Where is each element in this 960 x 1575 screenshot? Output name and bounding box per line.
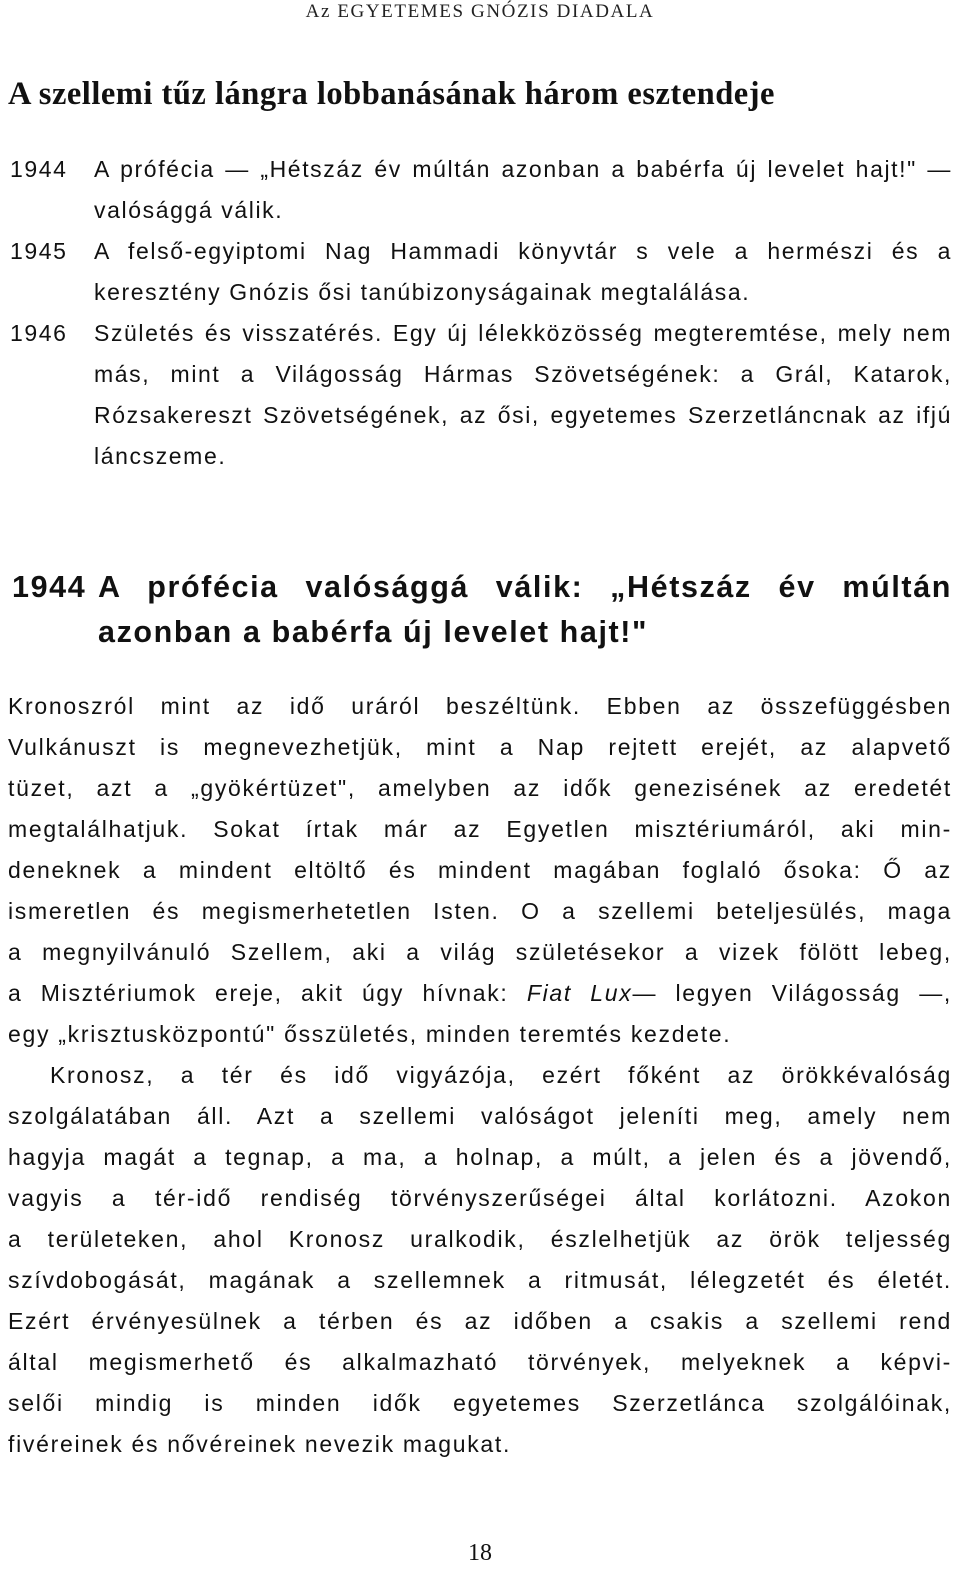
timeline-text: A prófécia — „Hétszáz év múltán azonban a babérfa új levelet hajt!" — valósággá válik. [94,156,952,223]
text-line: a területeken, ahol Kronosz uralkodik, észlelhetjük az örök teljesség [8,1226,952,1252]
text-line: megtalálhatjuk. Sokat írtak már az Egyetlen misztériumáról, aki min- [8,816,952,842]
section-heading-line-2 [12,610,952,655]
text-segment: — legyen Világosság —, [632,980,952,1006]
section-heading-year: 1944 [12,570,87,604]
paragraph-1 [8,686,952,1055]
text-line: Ezért érvényesülnek a térben és az időben a csakis a szellemi rend [8,1308,952,1334]
timeline-text: A felső-egyiptomi Nag Hammadi könyvtár s vele a hermészi és a keresztény Gnózis ősi tanúbizonyságainak megtalálása. [94,238,952,305]
body-text [8,686,952,1465]
text-line: vagyis a tér-idő rendiség törvényszerűségei által korlátozni. Azokon [8,1185,952,1211]
text-line: a megnyilvánuló Szellem, aki a világ születésekor a vizek fölött lebeg, [8,939,952,965]
timeline-year: 1946 [10,320,68,346]
section-heading-text: A prófécia valósággá válik: „Hétszáz év múltán [98,570,952,604]
text-segment: a Misztériumok ereje, akit úgy hívnak: [8,980,527,1006]
text-line: fivéreinek és nővéreinek nevezik magukat. [8,1431,512,1457]
page-number: 18 [468,1540,492,1566]
timeline-year: 1945 [10,238,68,264]
timeline-entry-1944 [10,149,952,231]
timeline-entry-1945 [10,231,952,313]
text-line: selői mindig is minden idők egyetemes Szerzetlánca szolgálóinak, [8,1390,952,1416]
timeline-year: 1944 [10,156,68,182]
text-line: egy „krisztusközpontú" ősszületés, minden teremtés kezdete. [8,1021,732,1047]
text-line: Vulkánuszt is megnevezhetjük, mint a Nap rejtett erejét, az alapvető [8,734,952,760]
section-heading-line-1 [12,565,952,610]
section-heading [12,565,952,655]
timeline-list [10,149,952,477]
text-line [8,973,952,1014]
italic-phrase: Fiat Lux [526,980,633,1006]
timeline-text: Születés és visszatérés. Egy új lélekközösség megteremtése, mely nem más, mint a Világosság Hármas Szövetségének: a Grál, Katarok, Rózsakereszt Szövetségének, az ősi, egyetemes Szerzetláncnak az ifjú láncszeme. [94,320,952,469]
timeline-entry-1946 [10,313,952,477]
text-line: Kronosz, a tér és idő vigyázója, ezért főként az örökkévalóság [50,1062,952,1088]
section-heading-text: azonban a babérfa új levelet hajt!" [98,615,649,649]
text-line: ismeretlen és megismerhetetlen Isten. O a szellemi beteljesülés, maga [8,898,952,924]
main-heading: A szellemi tűz lángra lobbanásának három esztendeje [8,76,775,112]
text-line: hagyja magát a tegnap, a ma, a holnap, a múlt, a jelen és a jövendő, [8,1144,952,1170]
paragraph-2 [8,1055,952,1465]
text-line: által megismerhető és alkalmazható törvények, melyeknek a képvi- [8,1349,952,1375]
text-line: szolgálatában áll. Azt a szellemi valóságot jeleníti meg, amely nem [8,1103,952,1129]
text-line: tüzet, azt a „gyökértüzet", amelyben az idők genezisének az eredetét [8,775,952,801]
running-header: Az EGYETEMES GNÓZIS DIADALA [305,1,655,22]
text-line: deneknek a mindent eltöltő és mindent magában foglaló ősoka: Ő az [8,857,952,883]
text-line: szívdobogását, magának a szellemnek a ritmusát, lélegzetét és életét. [8,1267,952,1293]
text-line: Kronoszról mint az idő uráról beszéltünk. Ebben az összefüggésben [8,693,952,719]
